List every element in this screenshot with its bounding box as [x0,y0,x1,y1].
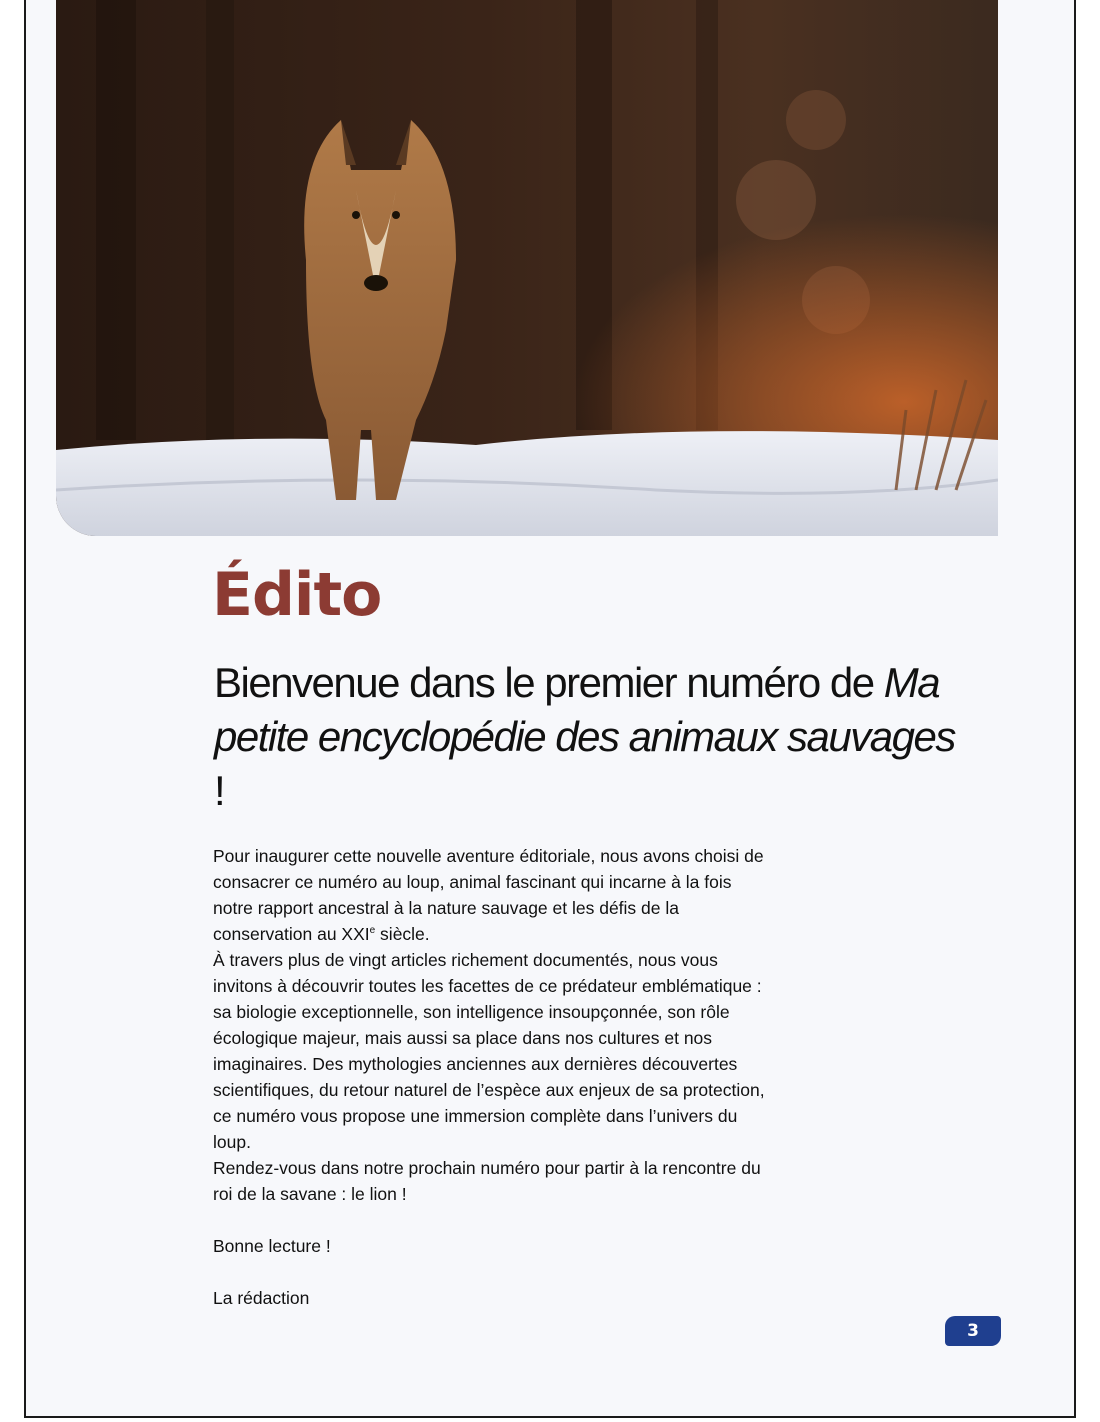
closing-line: Bonne lecture ! [213,1236,331,1256]
paragraph-intro-text: Pour inaugurer cette nouvelle aventure éditoriale, nous avons choisi de consacrer ce numéro au loup, animal fascinant qui incarne à la fois notre rapport ancestral à la nature sauvage et les défis de la conservation au XXI [213,846,764,944]
century-superscript: e [369,925,376,937]
page-number-badge: 3 [945,1316,1001,1346]
magazine-name: Ma petite encyclopédie des animaux sauvages [214,659,955,760]
paragraph-next-issue: Rendez-vous dans notre prochain numéro pour partir à la rencontre du roi de la savane : le lion ! [213,1158,761,1204]
signature: La rédaction [213,1288,310,1308]
subtitle-text: Bienvenue dans le premier numéro de [214,659,884,706]
wolf-photo-illustration [56,0,998,536]
hero-photo [56,0,998,536]
paragraph-intro [213,843,773,947]
paragraph-content: À travers plus de vingt articles richement documentés, nous vous invitons à découvrir toutes les facettes de ce prédateur emblématique : sa biologie exceptionnelle, son intelligence insoupçonnée, son rôle écologique majeur, mais aussi sa place dans nos cultures et nos imaginaires. Des mythologies anciennes aux dernières découvertes scientifiques, du retour naturel de l’espèce aux enjeux de sa protection, ce numéro vous propose une immersion complète dans l’univers du loup. [213,950,765,1152]
edito-subtitle [214,656,974,818]
edito-body [213,843,773,1311]
paragraph-intro-end: siècle. [375,924,430,944]
page-title: Édito [212,560,382,630]
subtitle-punctuation: ! [214,767,225,814]
